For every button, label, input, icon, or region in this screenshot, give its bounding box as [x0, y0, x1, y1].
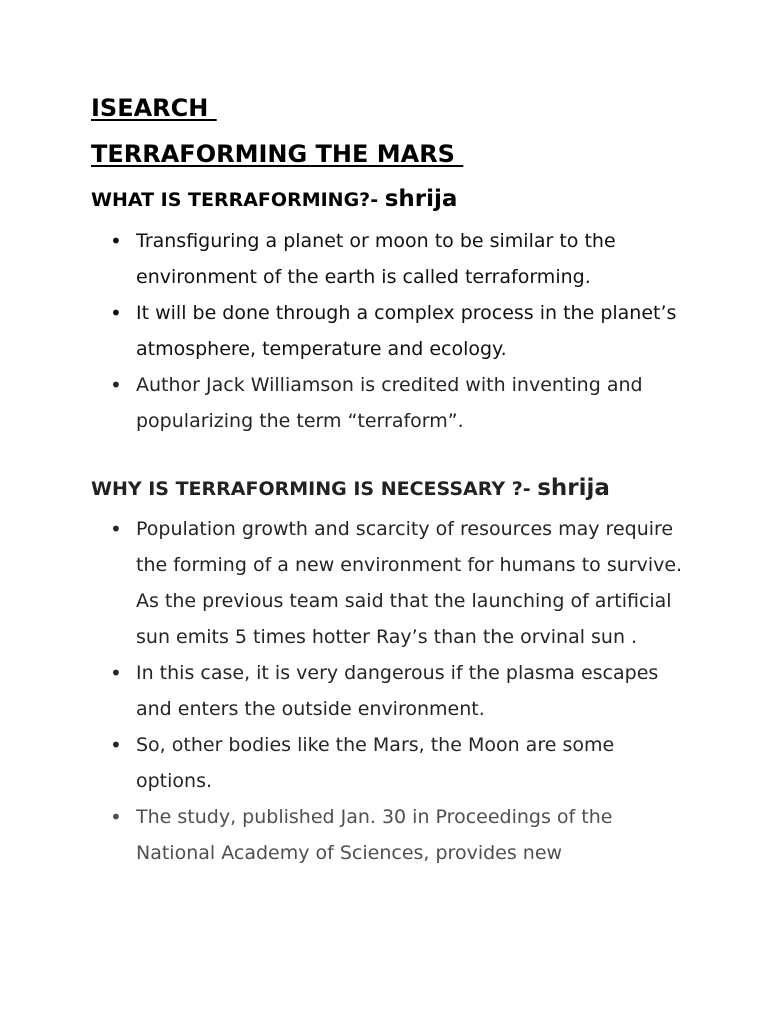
section-heading-what [91, 186, 457, 213]
list-item-text: Author Jack Williamson is credited with inventing and popularizing the term “terraform”. [136, 374, 643, 432]
list-item-text: The study, published Jan. 30 in Proceedings of the National Academy of Sciences, provides new [136, 806, 613, 864]
bullet-list-why [0, 511, 768, 871]
document-title: ISEARCH [91, 94, 217, 122]
section-author: shrija [537, 475, 610, 501]
list-item [0, 367, 696, 439]
list-item-text: Population growth and scarcity of resources may require the forming of a new environment for humans to survive. As the previous team said that the launching of artificial sun emits 5 times hotter Ray’s than the orvinal sun . [136, 518, 683, 648]
list-item-text: So, other bodies like the Mars, the Moon are some options. [136, 734, 615, 792]
list-item [0, 295, 696, 367]
section-heading-text: WHAT IS TERRAFORMING?- [91, 189, 385, 211]
bullet-icon: • [110, 301, 122, 325]
section-heading-why [91, 475, 610, 502]
document-subtitle: TERRAFORMING THE MARS [91, 140, 464, 168]
bullet-icon: • [110, 517, 122, 541]
list-item-text: In this case, it is very dangerous if the plasma escapes and enters the outside environment. [136, 662, 659, 720]
list-item [0, 799, 696, 871]
bullet-icon: • [110, 229, 122, 253]
list-item [0, 655, 696, 727]
list-item-text: Transfiguring a planet or moon to be similar to the environment of the earth is called terraforming. [136, 230, 616, 288]
bullet-icon: • [110, 733, 122, 757]
list-item [0, 223, 696, 295]
section-author: shrija [384, 186, 458, 212]
bullet-icon: • [110, 805, 122, 829]
bullet-icon: • [110, 373, 122, 397]
bullet-list-what [0, 223, 768, 439]
list-item [0, 727, 696, 799]
list-item-text: It will be done through a complex process in the planet’s atmosphere, temperature and ecology. [136, 302, 677, 360]
bullet-icon: • [110, 661, 122, 685]
section-heading-text: WHY IS TERRAFORMING IS NECESSARY ?- [91, 478, 538, 500]
list-item [0, 511, 696, 655]
